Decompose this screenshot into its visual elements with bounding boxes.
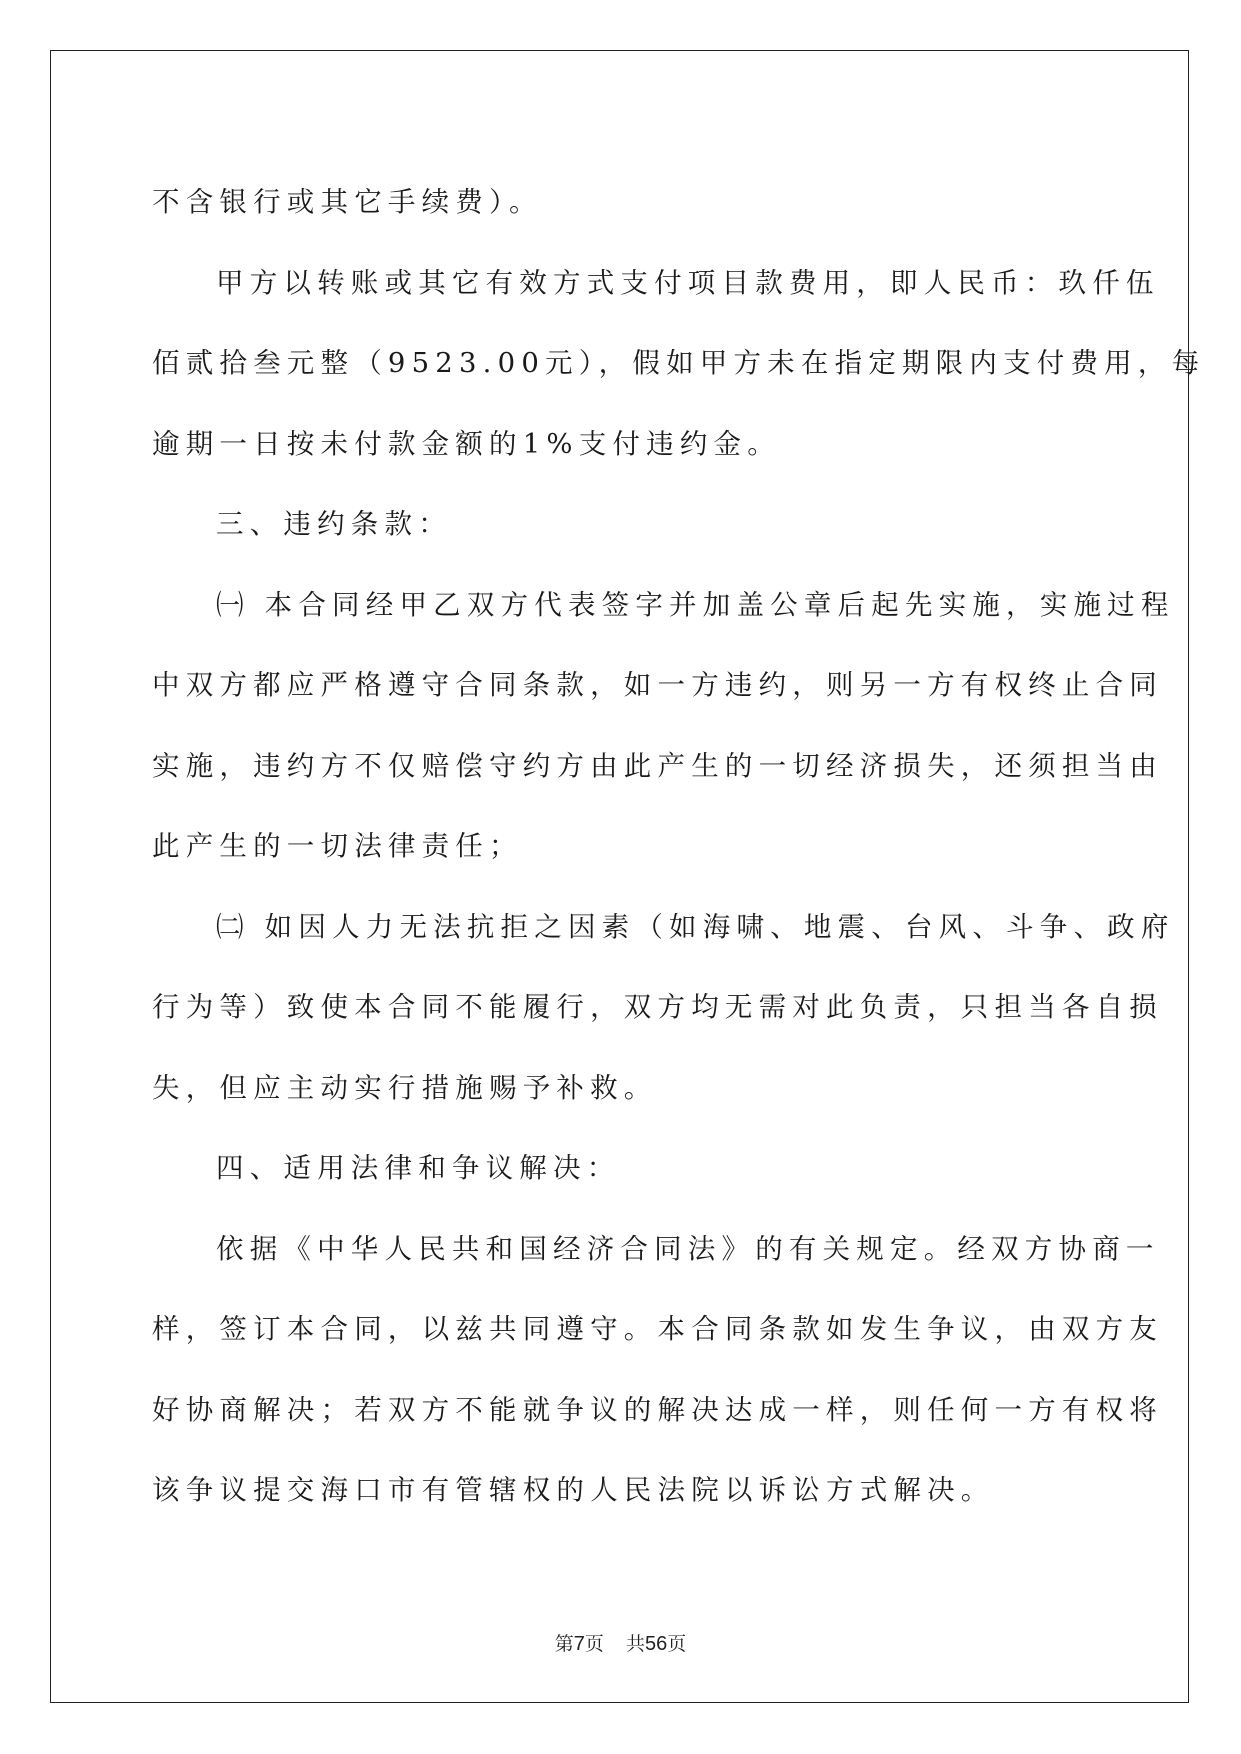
total-pages: 56 <box>644 1633 668 1655</box>
text-line: 佰贰拾叁元整（9523.00元），假如甲方未在指定期限内支付费用，每 <box>152 347 1206 379</box>
text-line: 行为等）致使本合同不能履行，双方均无需对此负责，只担当各自损 <box>152 991 1163 1023</box>
paragraph <box>152 1209 1163 1531</box>
text-line: 失，但应主动实行措施赐予补救。 <box>152 1071 658 1104</box>
text-line: 好协商解决；若双方不能就争议的解决达成一样，则任何一方有权将 <box>152 1393 1163 1426</box>
paragraph <box>152 565 1175 887</box>
total-suffix: 页 <box>667 1633 687 1655</box>
text-line: 四、适用法律和争议解决： <box>216 1152 621 1184</box>
text-line: 该争议提交海口市有管辖权的人民法院以诉讼方式解决。 <box>152 1474 995 1506</box>
paragraph <box>152 1128 1089 1209</box>
total-prefix: 共 <box>625 1633 645 1655</box>
page-footer <box>0 1629 1241 1656</box>
page-prefix: 第 <box>554 1633 574 1655</box>
text-line: 中双方都应严格遵守合同条款，如一方违约，则另一方有权终止合同 <box>152 669 1163 701</box>
text-line: 逾期一日按未付款金额的1%支付违约金。 <box>152 427 781 460</box>
text-line: 不含银行或其它手续费）。 <box>152 186 543 218</box>
text-line: 依据《中华人民共和国经济合同法》的有关规定。经双方协商一 <box>216 1232 1160 1265</box>
paragraph <box>152 484 1089 565</box>
page-suffix: 页 <box>584 1633 604 1655</box>
text-line: 甲方以转账或其它有效方式支付项目款费用，即人民币：玖仟伍 <box>216 266 1160 299</box>
text-line: 三、违约条款： <box>216 508 452 540</box>
paragraph <box>152 887 1175 1129</box>
text-line: ㈡ 如因人力无法抗拒之因素（如海啸、地震、台风、斗争、政府 <box>216 910 1175 943</box>
text-line: 样，签订本合同，以兹共同遵守。本合同条款如发生争议，由双方友 <box>152 1313 1163 1345</box>
text-line: 此产生的一切法律责任； <box>152 830 523 862</box>
paragraph <box>152 162 1089 243</box>
paragraph <box>152 243 1206 485</box>
page-number: 7 <box>573 1633 585 1655</box>
document-body <box>152 162 1206 1531</box>
text-line: ㈠ 本合同经甲乙双方代表签字并加盖公章后起先实施，实施过程 <box>216 588 1175 621</box>
text-line: 实施，违约方不仅赔偿守约方由此产生的一切经济损失，还须担当由 <box>152 749 1163 782</box>
